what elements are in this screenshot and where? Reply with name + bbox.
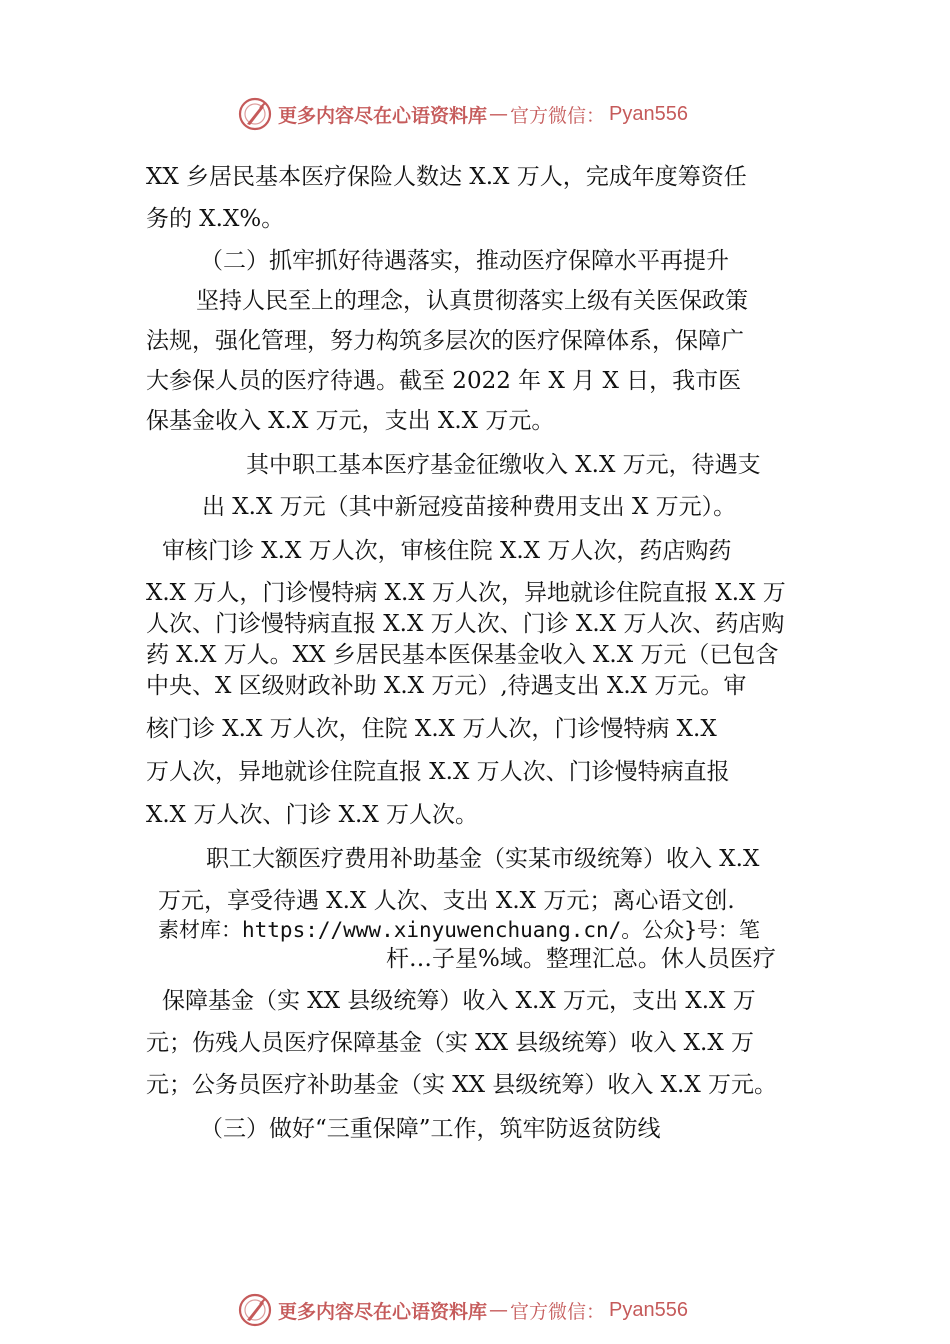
text-line: 万元，享受待遇 X.X 人次、支出 X.X 万元；离心语文创. (158, 888, 735, 914)
text-line: 素材库：https://www.xinyuwenchuang.cn/。公众}号：笔 (158, 918, 760, 942)
text-line: 保障基金（实 XX 县级统筹）收入 X.X 万元，支出 X.X 万 (162, 988, 756, 1014)
header-banner (238, 96, 688, 132)
text-line: 元；公务员医疗补助基金（实 XX 县级统筹）收入 X.X 万元。 (146, 1072, 778, 1098)
text-line: 万人次，异地就诊住院直报 X.X 万人次、门诊慢特病直报 (146, 759, 730, 785)
text-line: 职工大额医疗费用补助基金（实某市级统筹）收入 X.X (206, 846, 760, 872)
section-heading: （三）做好“三重保障”工作，筑牢防返贫防线 (200, 1116, 661, 1142)
text-line: 杆…子星%域。整理汇总。休人员医疗 (386, 946, 776, 972)
banner-dash: — (489, 103, 509, 125)
text-line: 元；伤残人员医疗保障基金（实 XX 县级统筹）收入 X.X 万 (146, 1030, 755, 1056)
banner-wechat-id: Pyan556 (609, 102, 688, 125)
quill-logo-icon (238, 97, 272, 131)
text-line: 务的 X.X%。 (146, 206, 285, 232)
banner-title: 更多内容尽在心语资料库 (278, 1300, 488, 1323)
text-line: 核门诊 X.X 万人次，住院 X.X 万人次，门诊慢特病 X.X (146, 716, 717, 742)
text-line: 出 X.X 万元（其中新冠疫苗接种费用支出 X 万元）。 (202, 494, 737, 520)
text-line: 大参保人员的医疗待遇。截至 2022 年 X 月 X 日，我市医 (146, 368, 742, 394)
quill-logo-icon (238, 1293, 272, 1327)
text-line: 审核门诊 X.X 万人次，审核住院 X.X 万人次，药店购药 (162, 538, 732, 564)
banner-wechat-id: Pyan556 (609, 1298, 688, 1321)
text-line: 人次、门诊慢特病直报 X.X 万人次、门诊 X.X 万人次、药店购 (146, 611, 785, 637)
text-line: 保基金收入 X.X 万元，支出 X.X 万元。 (146, 408, 555, 434)
text-line: X.X 万人次、门诊 X.X 万人次。 (146, 802, 479, 828)
text-line: X.X 万人，门诊慢特病 X.X 万人次，异地就诊住院直报 X.X 万 (146, 580, 786, 606)
banner-dash: — (489, 1299, 509, 1321)
banner-subtitle: 官方微信： (510, 1300, 606, 1323)
text-line: 坚持人民至上的理念，认真贯彻落实上级有关医保政策 (196, 288, 748, 314)
text-line: 中央、X 区级财政补助 X.X 万元）,待遇支出 X.X 万元。审 (146, 673, 747, 699)
text-line: 法规，强化管理，努力构筑多层次的医疗保障体系，保障广 (146, 328, 744, 354)
banner-title: 更多内容尽在心语资料库 (278, 104, 488, 127)
section-heading: （二）抓牢抓好待遇落实，推动医疗保障水平再提升 (200, 248, 729, 274)
banner-subtitle: 官方微信： (510, 104, 606, 127)
footer-banner (238, 1292, 688, 1328)
text-line: 其中职工基本医疗基金征缴收入 X.X 万元，待遇支 (246, 452, 761, 478)
text-line: XX 乡居民基本医疗保险人数达 X.X 万人，完成年度筹资任 (146, 164, 747, 190)
text-line: 药 X.X 万人。XX 乡居民基本医保基金收入 X.X 万元（已包含 (146, 642, 779, 668)
